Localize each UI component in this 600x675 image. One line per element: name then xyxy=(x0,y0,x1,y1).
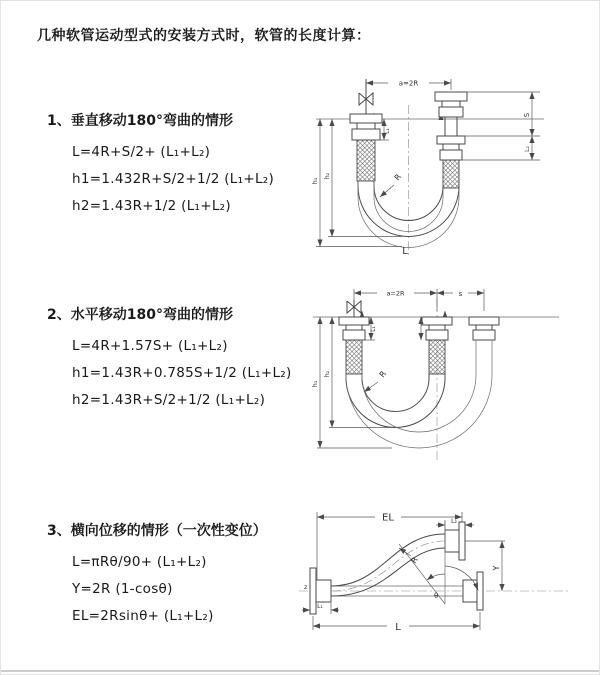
dim-s-l2 xyxy=(459,92,540,160)
dim-label-r: R xyxy=(392,172,404,183)
valve-icon xyxy=(359,79,373,114)
dim-label-h1: h₁ xyxy=(311,380,319,388)
dim-label-l1: L₁ xyxy=(384,128,391,134)
valve-icon xyxy=(347,300,361,317)
dim-label-l1: L₁ xyxy=(370,326,377,332)
section-1-heading: 1、垂直移动180°弯曲的情形 xyxy=(47,113,233,129)
dim-l xyxy=(313,612,480,633)
formula-l: L=πRθ/90+ (L₁+L₂) xyxy=(72,554,207,570)
section-lateral-displacement xyxy=(47,520,267,630)
dim-label-theta: θ xyxy=(434,592,439,600)
dim-l1 xyxy=(302,603,339,614)
section-2-heading: 2、水平移动180°弯曲的情形 xyxy=(47,307,233,323)
centerlines xyxy=(316,105,544,255)
centerline-mark: z xyxy=(304,583,308,591)
page-edge-line xyxy=(1,670,599,672)
dim-label-a2r: a=2R xyxy=(386,289,405,298)
dim-label-r: R xyxy=(409,555,420,566)
dim-label-l2: L₂ xyxy=(451,518,457,525)
dim-label-r: R xyxy=(377,369,389,380)
dim-label-h1: h₁ xyxy=(311,177,319,185)
formula-h2: h2=1.43R+1/2 (L₁+L₂) xyxy=(72,198,231,214)
left-pipe-flange xyxy=(339,317,369,374)
formula-el: EL=2Rsinθ+ (L₁+L₂) xyxy=(72,608,214,624)
left-pipe-flange xyxy=(350,114,382,181)
diagram-horizontal-u-bend xyxy=(307,284,579,466)
formula-h1: h1=1.43R+0.785S+1/2 (L₁+L₂) xyxy=(72,365,292,381)
dim-label-h2: h₂ xyxy=(323,370,331,378)
diagram-vertical-u-bend xyxy=(304,69,566,257)
dim-label-l2: L₂ xyxy=(524,146,531,152)
right-pipe-flange-moved xyxy=(469,317,499,340)
formula-h2: h2=1.43R+S/2+1/2 (L₁+L₂) xyxy=(72,392,266,408)
section-horizontal-movement xyxy=(47,304,292,414)
dim-label-l: L xyxy=(395,622,401,633)
formula-l: L=4R+S/2+ (L₁+L₂) xyxy=(72,144,211,160)
dim-label-y: Y xyxy=(492,565,501,571)
dim-label-s: s xyxy=(458,289,463,298)
dim-label-l1: L₁ xyxy=(317,603,323,610)
section-3-heading: 3、横向位移的情形（一次性变位） xyxy=(47,523,267,539)
dim-el xyxy=(317,512,462,580)
dim-label-a2r: a=2R xyxy=(398,79,419,88)
hose-u-curves xyxy=(346,340,492,448)
dim-a2r-s xyxy=(354,289,484,311)
formula-y: Y=2R (1-cosθ) xyxy=(72,581,173,597)
formula-h1: h1=1.432R+S/2+1/2 (L₁+L₂) xyxy=(72,171,275,187)
dim-l1 xyxy=(362,317,421,340)
dim-r xyxy=(380,172,403,197)
dim-label-el: EL xyxy=(382,512,394,524)
centerline xyxy=(299,583,571,591)
dim-r xyxy=(364,369,388,392)
formula-l: L=4R+1.57S+ (L₁+L₂) xyxy=(72,338,228,354)
dim-l2 xyxy=(436,518,474,530)
middle-pipe-flange xyxy=(422,317,452,374)
section-vertical-movement xyxy=(47,110,274,220)
right-pipe-flange xyxy=(435,92,467,188)
page-title: 几种软管运动型式的安装方式时，软管的长度计算： xyxy=(37,28,371,44)
diagram-lateral-displacement xyxy=(297,504,579,642)
dim-label-s: S xyxy=(523,112,531,118)
dim-label-l: L xyxy=(402,246,408,257)
dim-label-h2: h₂ xyxy=(323,172,331,180)
